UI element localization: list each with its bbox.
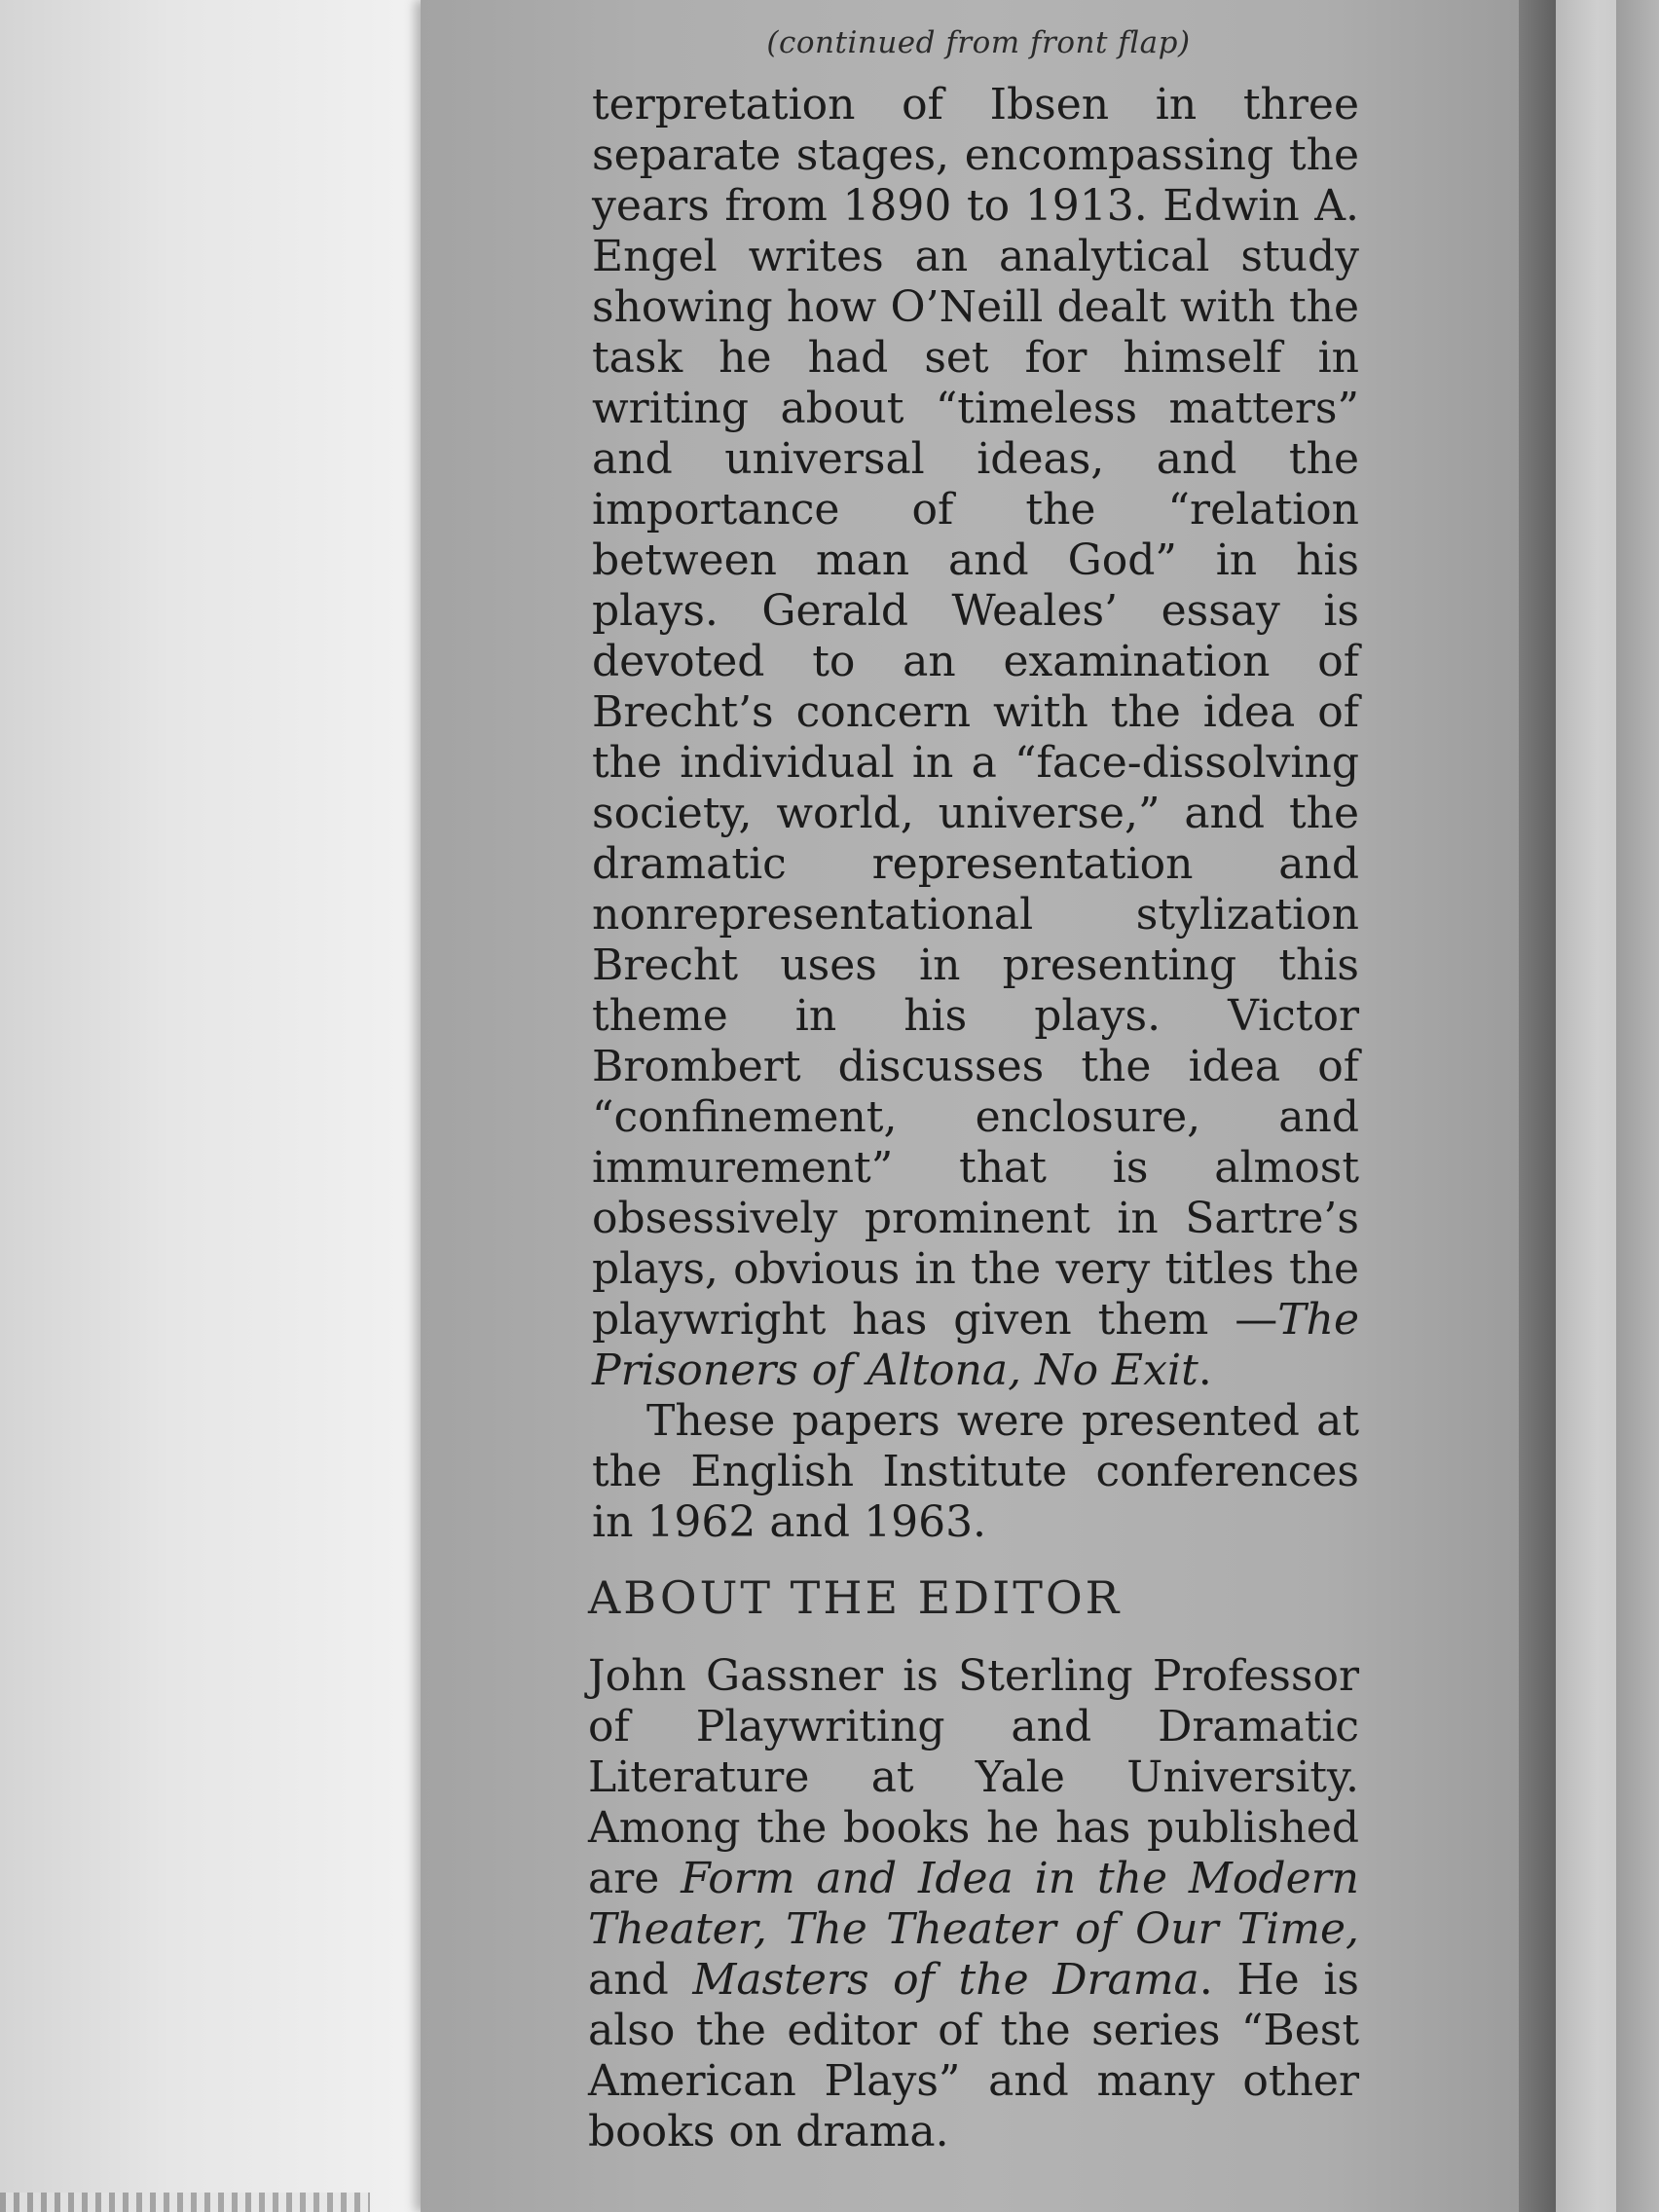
about-text-a: John Gassner is Sterling Professor of Playwriting and Dramatic Literature at Yale University. Among the books he has published are	[588, 1651, 1359, 1903]
background-page	[0, 0, 428, 2212]
paragraph-essays-text: terpretation of Ibsen in three separate stages, encompassing the years from 1890 to 1913. Edwin A. Engel writes an analytical study showing how O’Neill dealt with the task he had set for himself in writing about “timeless matters” and universal ideas, and the importance of the “relation between man and God” in his plays. Gerald Weales’ essay is devoted to an examination of Brecht’s concern with the idea of the individual in a “face-dissolving society, world, universe,” and the dramatic representation and nonrepresentational stylization Brecht uses in presenting this theme in his plays. Victor Brombert discusses the idea of “confinement, enclosure, and immurement” that is almost obsessively prominent in Sartre’s plays, obvious in the very titles the playwright has given them —	[592, 80, 1359, 1345]
paragraph-essays	[592, 80, 1359, 1396]
book-title-2: Masters of the Drama	[692, 1955, 1199, 2005]
book-cover-edge-outer	[1616, 0, 1659, 2212]
about-editor-section	[588, 1651, 1359, 2157]
paragraph-essays-end: .	[1198, 1346, 1212, 1395]
book-titles-1: Form and Idea in the Modern Theater, The Theater of Our Time,	[588, 1854, 1359, 1954]
about-text-b: and	[588, 1955, 693, 2005]
play-titles: The Prisoners of Altona, No Exit	[592, 1295, 1359, 1395]
about-editor-paragraph	[588, 1651, 1359, 2157]
cropped-page-text	[0, 2193, 370, 2212]
paragraph-conferences: These papers were presented at the English Institute conferences in 1962 and 1963.	[592, 1396, 1359, 1547]
continued-note: (continued from front flap)	[766, 25, 1191, 60]
about-editor-heading: ABOUT THE EDITOR	[588, 1571, 1123, 1624]
about-text-c: . He is also the editor of the series “Best American Plays” and many other books on drama.	[588, 1955, 1359, 2157]
book-spine-shadow	[1519, 0, 1558, 2212]
flap-body-text	[592, 80, 1359, 1548]
